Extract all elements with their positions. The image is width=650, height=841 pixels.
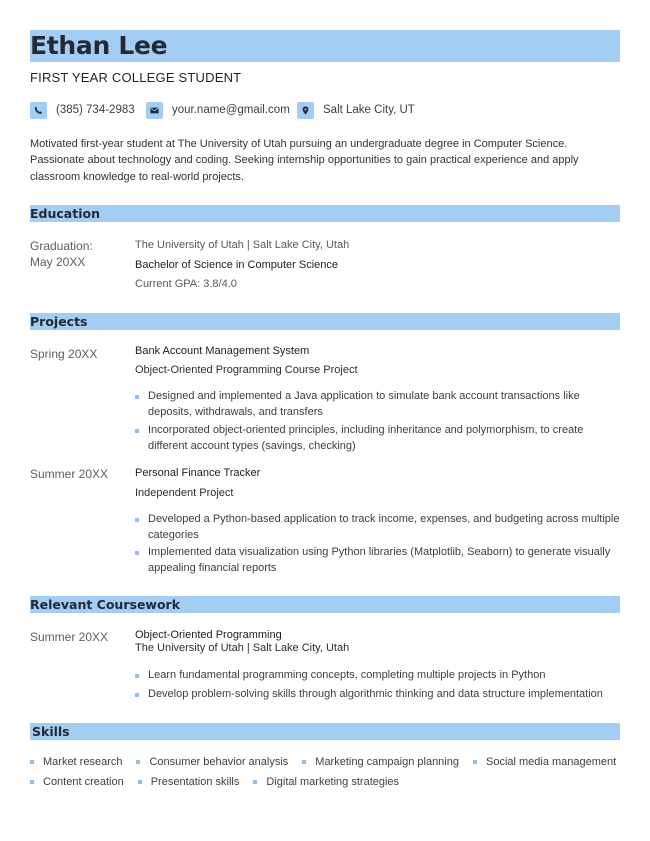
projects-section-bar [30, 313, 620, 330]
education-gpa: Current GPA: 3.8/4.0 [135, 278, 237, 290]
project-2-date: Summer 20XX [30, 467, 109, 481]
skill-item [473, 756, 616, 768]
education-heading: Education [30, 206, 100, 221]
bullet-marker [138, 780, 142, 784]
education-date: May 20XX [30, 255, 86, 269]
list-item [135, 545, 620, 576]
bullet-marker [135, 395, 139, 399]
skill-item [253, 776, 399, 788]
coursework-heading: Relevant Coursework [30, 597, 181, 612]
list-item [135, 512, 620, 543]
candidate-subtitle: FIRST YEAR COLLEGE STUDENT [30, 70, 242, 85]
skill-item [138, 776, 240, 788]
contact-location [297, 100, 415, 120]
coursework-bullet-2: Develop problem-solving skills through algorithmic thinking and data structure implementation [148, 688, 603, 700]
skill-item [302, 756, 459, 768]
project-1-name: Bank Account Management System [135, 345, 310, 357]
project-2-bullet-1: Developed a Python-based application to track income, expenses, and budgeting across multiple categories [148, 513, 620, 541]
email-link[interactable]: your.name@gmail.com [172, 104, 290, 116]
bullet-marker [30, 780, 34, 784]
skill-label: Digital marketing strategies [266, 776, 400, 788]
skill-label: Content creation [43, 776, 124, 788]
location-pin-icon [297, 102, 314, 119]
list-item [135, 668, 620, 684]
skills-section-bar [30, 723, 620, 740]
bullet-marker [253, 780, 257, 784]
phone-icon [30, 102, 47, 119]
bullet-marker [302, 760, 306, 764]
coursework-date: Summer 20XX [30, 630, 109, 644]
phone-text: (385) 734-2983 [56, 104, 135, 116]
skills-row-1 [30, 756, 630, 768]
list-item [135, 687, 620, 703]
education-date-label: Graduation: [30, 239, 93, 253]
bullet-marker [136, 760, 140, 764]
bullet-marker [135, 518, 139, 522]
list-item [135, 389, 620, 420]
coursework-school: The University of Utah | Salt Lake City, Utah [135, 642, 350, 654]
skill-item [136, 756, 288, 768]
skill-item [30, 756, 122, 768]
contact-email [146, 100, 290, 120]
bullet-marker [135, 693, 139, 697]
bullet-marker [135, 429, 139, 433]
project-2-name: Personal Finance Tracker [135, 467, 261, 479]
project-1-bullet-1: Designed and implemented a Java application to simulate bank account transactions like deposits, withdrawals, and transfers [148, 390, 580, 418]
contact-phone [30, 100, 135, 120]
projects-heading: Projects [30, 314, 88, 329]
education-degree: Bachelor of Science in Computer Science [135, 259, 338, 271]
candidate-name: Ethan Lee [30, 31, 168, 60]
project-2-subtitle: Independent Project [135, 487, 234, 499]
bullet-marker [135, 674, 139, 678]
skill-label: Consumer behavior analysis [149, 756, 289, 768]
skill-label: Presentation skills [150, 776, 240, 788]
project-1-subtitle: Object-Oriented Programming Course Project [135, 364, 358, 376]
project-1-bullet-2: Incorporated object-oriented principles, including inheritance and polymorphism, to create different account types (savings, checking) [148, 424, 584, 452]
bullet-marker [135, 551, 139, 555]
bullet-marker [30, 760, 34, 764]
list-item [135, 423, 620, 454]
skill-label: Market research [43, 756, 123, 768]
skill-label: Marketing campaign planning [315, 756, 459, 768]
skills-row-2 [30, 776, 413, 788]
coursework-course: Object-Oriented Programming [135, 629, 282, 641]
location-text: Salt Lake City, UT [323, 104, 415, 116]
project-2-bullet-2: Implemented data visualization using Python libraries (Matplotlib, Seaborn) to generate visually appealing financial reports [148, 546, 611, 574]
skill-label: Social media management [485, 756, 617, 768]
envelope-icon [146, 102, 163, 119]
coursework-bullet-1: Learn fundamental programming concepts, completing multiple projects in Python [148, 669, 546, 681]
skills-heading: Skills [32, 724, 70, 739]
skill-item [30, 776, 124, 788]
professional-summary: Motivated first-year student at The University of Utah pursuing an undergraduate degree in Computer Science. Passionate about technology and coding. Seeking internship opportunities to gain practical experience and apply classroom knowledge to real-world projects. [30, 138, 579, 183]
bullet-marker [473, 760, 477, 764]
project-1-date: Spring 20XX [30, 347, 98, 361]
education-section-bar [30, 205, 620, 222]
education-school: The University of Utah | Salt Lake City, Utah [135, 239, 350, 251]
